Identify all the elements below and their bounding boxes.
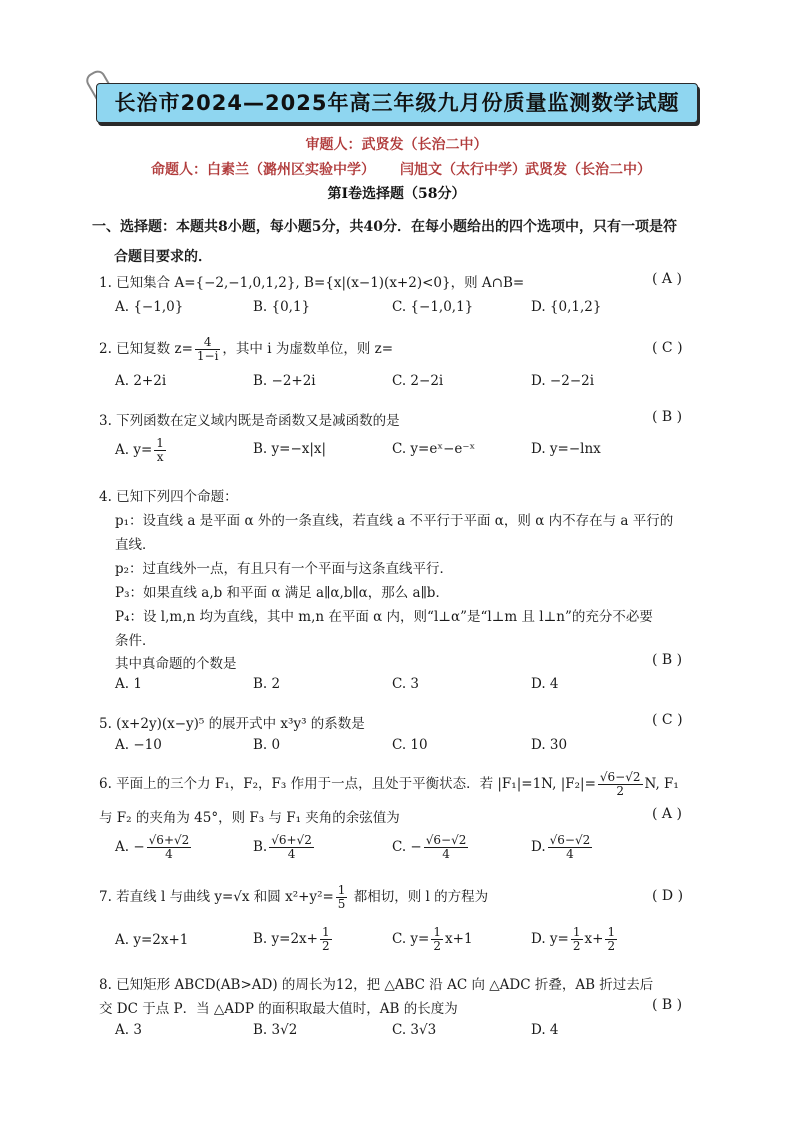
option-fraction: $\frac{1}{2}$ <box>321 925 330 953</box>
question-5-option-c: C. 10 <box>392 737 428 753</box>
question-6-option-d <box>531 834 594 861</box>
question-3-option-d: D. y=−lnx <box>531 441 601 457</box>
question-8-stem-2: 交 DC 于点 P．当 △ADP 的面积取最大值时，AB 的长度为 <box>99 1001 458 1017</box>
question-1-option-c: C. {−1,0,1} <box>392 299 474 315</box>
question-4-line-6: 条件． <box>115 633 156 649</box>
question-1-option-a: A. {−1,0} <box>115 299 184 315</box>
question-6-fraction <box>598 771 643 798</box>
option-tail: x+ <box>584 931 604 947</box>
fraction-denominator: 4 <box>442 847 450 861</box>
question-2-option-b: B. −2+2i <box>253 373 316 389</box>
question-2-option-a: A. 2+2i <box>115 373 167 389</box>
title-banner <box>96 83 698 123</box>
question-7-option-b <box>253 926 334 953</box>
section-title: 第Ⅰ卷选择题（58分） <box>327 186 466 202</box>
question-3-stem: 3. 下列函数在定义域内既是奇函数又是减函数的是 <box>99 413 400 429</box>
question-4-line-3: p₂：过直线外一点，有且只有一个平面与这条直线平行． <box>115 561 454 577</box>
question-2-option-c: C. 2−2i <box>392 373 444 389</box>
question-3-option-c: C. y=eˣ−e⁻ˣ <box>392 441 476 457</box>
intro-line-2: 合题目要求的． <box>114 249 212 265</box>
question-4-answer: ( B ) <box>652 652 683 668</box>
question-4-line-7: 其中真命题的个数是 <box>115 656 237 672</box>
option-label: D. y= <box>531 931 569 947</box>
question-6-stem-post: N, F₁ <box>644 776 679 792</box>
question-6-option-a <box>115 834 193 861</box>
question-3-option-a <box>115 437 168 464</box>
question-6-stem-2: 与 F₂ 的夹角为 45°，则 F₃ 与 F₁ 夹角的余弦值为 <box>99 810 400 826</box>
question-5-option-a: A. −10 <box>115 737 162 753</box>
question-4-line-4: P₃：如果直线 a,b 和平面 α 满足 a∥α,b∥α，那么 a∥b． <box>115 585 449 601</box>
question-2-stem-pre: 2. 已知复数 z= <box>99 341 193 357</box>
question-2-fraction <box>195 336 221 363</box>
section-intro <box>92 212 712 272</box>
option-a-fraction <box>154 437 166 464</box>
option-a-prefix: A. y= <box>115 442 153 458</box>
option-fraction <box>424 834 469 861</box>
question-6-stem <box>99 771 679 798</box>
option-fraction: $\frac{1}{2}$ <box>433 925 442 953</box>
option-label: A. − <box>115 839 145 855</box>
option-label: C. − <box>392 839 422 855</box>
question-7-option-a: A. y=2x+1 <box>115 932 189 948</box>
question-1-option-b: B. {0,1} <box>253 299 311 315</box>
question-7-option-d <box>531 926 619 953</box>
exam-title: 长治市2024—2025年高三年级九月份质量监测数学试题 <box>114 91 680 115</box>
question-4-option-a: A. 1 <box>115 676 142 692</box>
question-4-option-b: B. 2 <box>253 676 281 692</box>
question-7-stem <box>99 884 488 911</box>
fraction-numerator: √6−√2 <box>599 770 641 784</box>
fraction-denominator: 1−i <box>196 349 219 363</box>
question-3-answer: ( B ) <box>652 409 683 425</box>
fraction-denominator: 4 <box>566 847 574 861</box>
question-4-line-5: P₄：设 l,m,n 均为直线，其中 m,n 在平面 α 内，则“l⊥α”是“l⊥m 且 l⊥n”的充分不必要 <box>115 609 653 625</box>
question-4-line-2: 直线． <box>115 537 156 553</box>
question-6-option-b <box>253 834 316 861</box>
author-1: 命题人：白素兰（潞州区实验中学） <box>151 162 375 178</box>
question-3-option-b: B. y=−x|x| <box>253 441 327 457</box>
question-7-stem-pre: 7. 若直线 l 与曲线 y=√x 和圆 x²+y²= <box>99 889 334 905</box>
question-8-option-b: B. 3√2 <box>253 1022 298 1038</box>
option-label: B. y=2x+ <box>253 931 318 947</box>
option-fraction <box>269 834 314 861</box>
fraction-numerator: √6+√2 <box>148 833 190 847</box>
fraction-denominator: 5 <box>337 897 346 911</box>
question-8-option-d: D. 4 <box>531 1022 559 1038</box>
question-6-stem-pre: 6. 平面上的三个力 F₁，F₂，F₃ 作用于一点，且处于平衡状态．若 |F₁|=1N, |F₂|= <box>99 776 596 792</box>
question-4-option-d: D. 4 <box>531 676 559 692</box>
question-8-answer: ( B ) <box>652 997 683 1013</box>
option-label: B. <box>253 839 268 855</box>
question-2-stem-post: ，其中 i 为虚数单位，则 z= <box>222 341 394 357</box>
fraction-denominator: 4 <box>165 847 173 861</box>
reviewer: 审题人：武贤发（长治二中） <box>305 137 488 153</box>
intro-line-1: 一、选择题：本题共8小题，每小题5分，共40分．在每小题给出的四个选项中，只有一项是符 <box>92 219 677 235</box>
question-1-answer: ( A ) <box>652 271 682 287</box>
author-3: 武贤发（长治二中） <box>525 162 651 178</box>
question-4-line-1: p₁：设直线 a 是平面 α 外的一条直线，若直线 a 不平行于平面 α，则 α 内不存在与 a 平行的 <box>115 513 674 529</box>
option-label: D. <box>531 839 546 855</box>
question-4-stem: 4. 已知下列四个命题： <box>99 489 238 505</box>
option-fraction <box>147 834 192 861</box>
question-7-option-c <box>392 926 473 953</box>
fraction-numerator: √6−√2 <box>549 833 591 847</box>
question-5-stem: 5. (x+2y)(x−y)⁵ 的展开式中 x³y³ 的系数是 <box>99 716 365 732</box>
question-5-option-d: D. 30 <box>531 737 568 753</box>
author-2: 闫旭文（太行中学） <box>400 162 526 178</box>
fraction-numerator: 4 <box>195 336 221 350</box>
option-fraction: $\frac{1}{2}$ <box>572 925 581 953</box>
question-8-option-a: A. 3 <box>115 1022 142 1038</box>
option-tail: x+1 <box>445 931 473 947</box>
fraction-numerator: √6−√2 <box>425 833 467 847</box>
fraction-denominator: x <box>156 450 164 464</box>
fraction-denominator: 2 <box>616 784 625 798</box>
option-fraction-2: $\frac{1}{2}$ <box>607 925 616 953</box>
question-8-stem: 8. 已知矩形 ABCD(AB>AD) 的周长为12，把 △ABC 沿 AC 向 △ADC 折叠，AB 折过去后 <box>99 977 654 993</box>
fraction-numerator: 1 <box>156 436 164 450</box>
question-6-option-c <box>392 834 470 861</box>
fraction-numerator: 1 <box>337 883 346 897</box>
question-5-option-b: B. 0 <box>253 737 281 753</box>
question-7-stem-post: 都相切，则 l 的方程为 <box>349 889 489 905</box>
question-8-option-c: C. 3√3 <box>392 1022 437 1038</box>
option-fraction <box>548 834 593 861</box>
question-2-stem <box>99 336 393 363</box>
question-1-stem: 1. 已知集合 A={−2,−1,0,1,2}, B={x|(x−1)(x+2)<0}，则 A∩B= <box>99 275 525 291</box>
question-7-answer: ( D ) <box>652 888 684 904</box>
question-7-fraction <box>336 884 348 911</box>
option-label: C. y= <box>392 931 430 947</box>
fraction-numerator: √6+√2 <box>271 833 312 847</box>
question-6-answer: ( A ) <box>652 806 682 822</box>
question-4-option-c: C. 3 <box>392 676 420 692</box>
question-1-option-d: D. {0,1,2} <box>531 299 602 315</box>
question-5-answer: ( C ) <box>652 712 683 728</box>
question-2-answer: ( C ) <box>652 340 683 356</box>
fraction-denominator: 4 <box>287 847 296 861</box>
question-2-option-d: D. −2−2i <box>531 373 595 389</box>
